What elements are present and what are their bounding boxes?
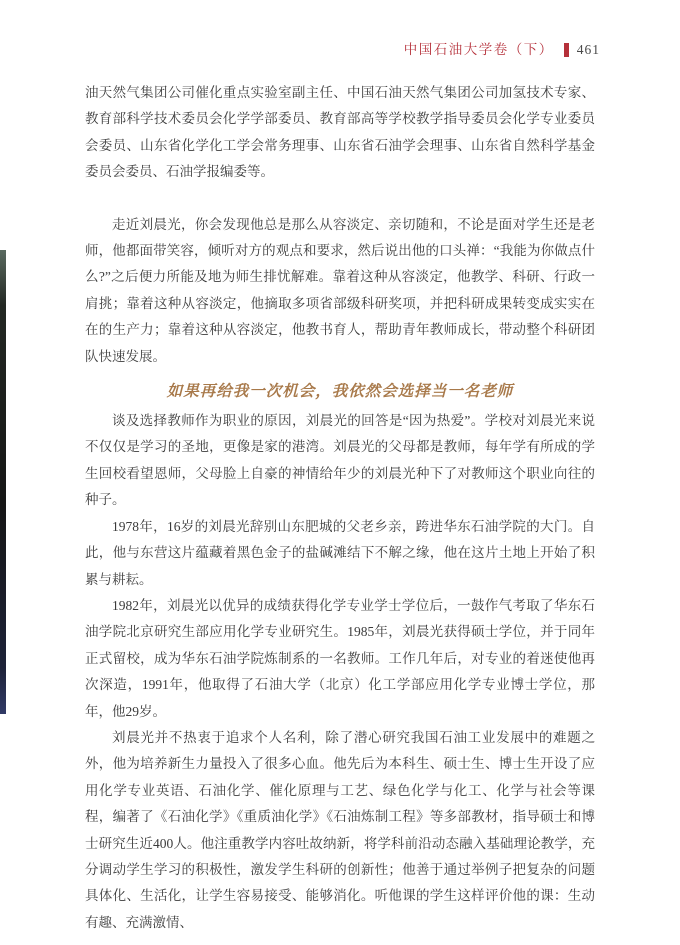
body-paragraph: 1982年，刘晨光以优异的成绩获得化学专业学士学位后，一鼓作气考取了华东石油学院北京研究生部应用化学专业研究生。1985年，刘晨光获得硕士学位，并于同年正式留校，成为华东石油学院炼制系的一名教师。工作几年后，对专业的着迷使他再次深造，1991年，他取得了石油大学（北京）化工学部应用化学专业博士学位，那年，他29岁。 [85,597,595,719]
page-edge-shadow-strip [0,250,6,714]
body-paragraph: 走近刘晨光，你会发现他总是那么从容淡定、亲切随和，不论是面对学生还是老师，他都面带笑容，倾听对方的观点和要求，然后说出他的口头禅：“我能为你做点什么?”之后便力所能及地为师生排忧解难。靠着这种从容淡定，他教学、科研、行政一肩挑；靠着这种从容淡定，他摘取多项省部级科研奖项，并把科研成果转变成实实在在的生产力；靠着这种从容淡定，他教书育人，帮助青年教师成长，带动整个科研团队快速发展。 [85,216,595,364]
header-divider-bar-icon [564,43,569,57]
body-paragraph: 刘晨光并不热衷于追求个人名利，除了潜心研究我国石油工业发展中的难题之外，他为培养新生力量投入了很多心血。他先后为本科生、硕士生、博士生开设了应用化学专业英语、石油化学、催化原理与工艺、绿色化学与化工、化学与社会等课程，编著了《石油化学》《重质油化学》《石油炼制工程》等多部教材，指导硕士和博士研究生近400人。他注重教学内容吐故纳新，将学科前沿动态融入基础理论教学，充分调动学生学习的积极性，激发学生科研的创新性；他善于通过举例子把复杂的问题具体化、生活化，让学生容易接受、能够消化。听他课的学生这样评价他的课：生动有趣、充满激情、 [85,729,595,930]
page-number: 461 [576,42,600,57]
body-content [85,80,595,936]
volume-title: 中国石油大学卷（下） [403,42,554,57]
body-paragraph: 油天然气集团公司催化重点实验室副主任、中国石油天然气集团公司加氢技术专家、教育部科学技术委员会化学学部委员、教育部高等学校教学指导委员会化学专业委员会委员、山东省化学化工学会常务理事、山东省石油学会理事、山东省自然科学基金委员会委员、石油学报编委等。 [85,85,595,180]
body-paragraph: 谈及选择教师作为职业的原因，刘晨光的回答是“因为热爱”。学校对刘晨光来说不仅仅是学习的圣地，更像是家的港湾。刘晨光的父母都是教师，每年学有所成的学生回校看望恩师，父母脸上自豪的神情给年少的刘晨光种下了对教师这个职业向往的种子。 [85,413,595,508]
section-heading: 如果再给我一次机会，我依然会选择当一名老师 [166,381,514,401]
body-paragraph: 1978年，16岁的刘晨光辞别山东肥城的父老乡亲，跨进华东石油学院的大门。自此，他与东营这片蕴藏着黑色金子的盐碱滩结下不解之缘，他在这片土地上开始了积累与耕耘。 [85,518,595,587]
running-header [404,42,600,58]
